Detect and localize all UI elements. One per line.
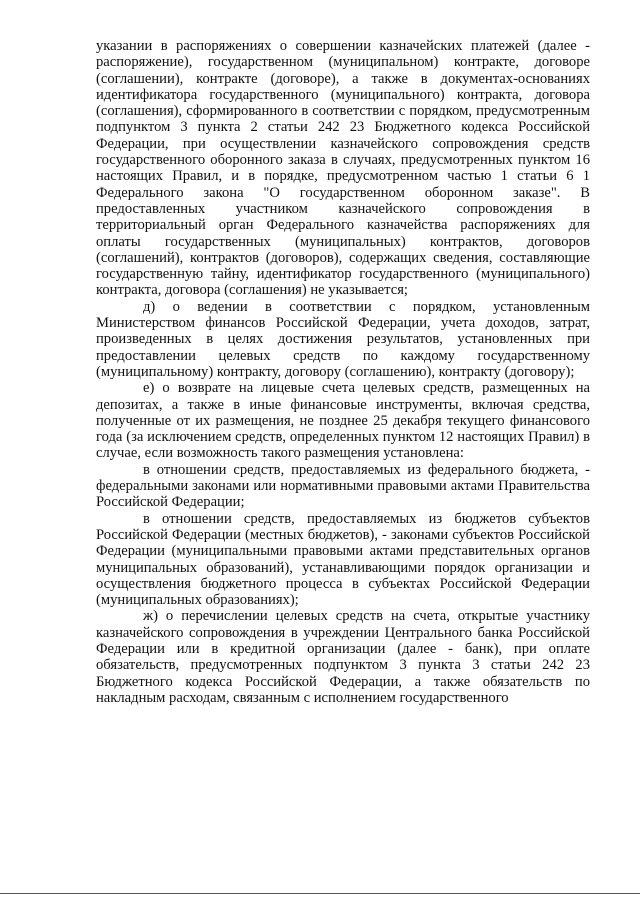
paragraph-continuation: указании в распоряжениях о совершении казначейских платежей (далее - распоряжение), государственном (муниципальном) контракте, договоре (соглашении), контракте (договоре), а также в документах-основаниях идентификатора государственного (муниципального) контракта, договора (соглашения), сформированного в соответствии с порядком, предусмотренным подпунктом 3 пункта 2 статьи 242 23 Бюджетного кодекса Российской Федерации, при осуществлении казначейского сопровождения средств государственного оборонного заказа в случаях, предусмотренных пунктом 16 настоящих Правил, и в порядке, предусмотренном частью 1 статьи 6 1 Федерального закона "О государственном оборонном заказе". В предоставленных участником казначейского сопровождения в территориальный орган Федерального казначейства распоряжениях для оплаты государственных (муниципальных) контрактов, договоров (соглашений), контрактов (договоров), содержащих сведения, составляющие государственную тайну, идентификатор государственного (муниципального) контракта, договора (соглашения) не указывается; xyxy=(96,38,590,299)
footer-divider xyxy=(0,893,640,894)
paragraph-item-e: е) о возврате на лицевые счета целевых средств, размещенных на депозитах, а также в иные финансовые инструменты, включая средства, полученные от их размещения, не позднее 25 декабря текущего финансового года (за исключением средств, определенных пунктом 12 настоящих Правил) в случае, если возможность такого размещения установлена: xyxy=(96,380,590,462)
paragraph-item-d: д) о ведении в соответствии с порядком, установленным Министерством финансов Российской Федерации, учета доходов, затрат, произведенных в целях достижения результатов, установленных при предоставлении целевых средств по каждому государственному (муниципальному) контракту, договору (соглашению), контракту (договору); xyxy=(96,298,590,380)
paragraph-item-zh: ж) о перечислении целевых средств на счета, открытые участнику казначейского сопровождения в учреждении Центрального банка Российской Федерации или в кредитной организации (далее - банк), при оплате обязательств, предусмотренных подпунктом 3 пункта 3 статьи 242 23 Бюджетного кодекса Российской Федерации, а также обязательств по накладным расходам, связанным с исполнением государственного xyxy=(96,608,590,706)
paragraph-federal-budget: в отношении средств, предоставляемых из федерального бюджета, - федеральными законами или нормативными правовыми актами Правительства Российской Федерации; xyxy=(96,461,590,511)
paragraph-regional-budgets: в отношении средств, предоставляемых из бюджетов субъектов Российской Федерации (местных бюджетов), - законами субъектов Российской Федерации (муниципальными правовыми актами представительных органов муниципальных образований), устанавливающими порядок организации и осуществления бюджетного процесса в субъектах Российской Федерации (муниципальных образованиях); xyxy=(96,510,590,609)
document-body xyxy=(96,38,590,706)
